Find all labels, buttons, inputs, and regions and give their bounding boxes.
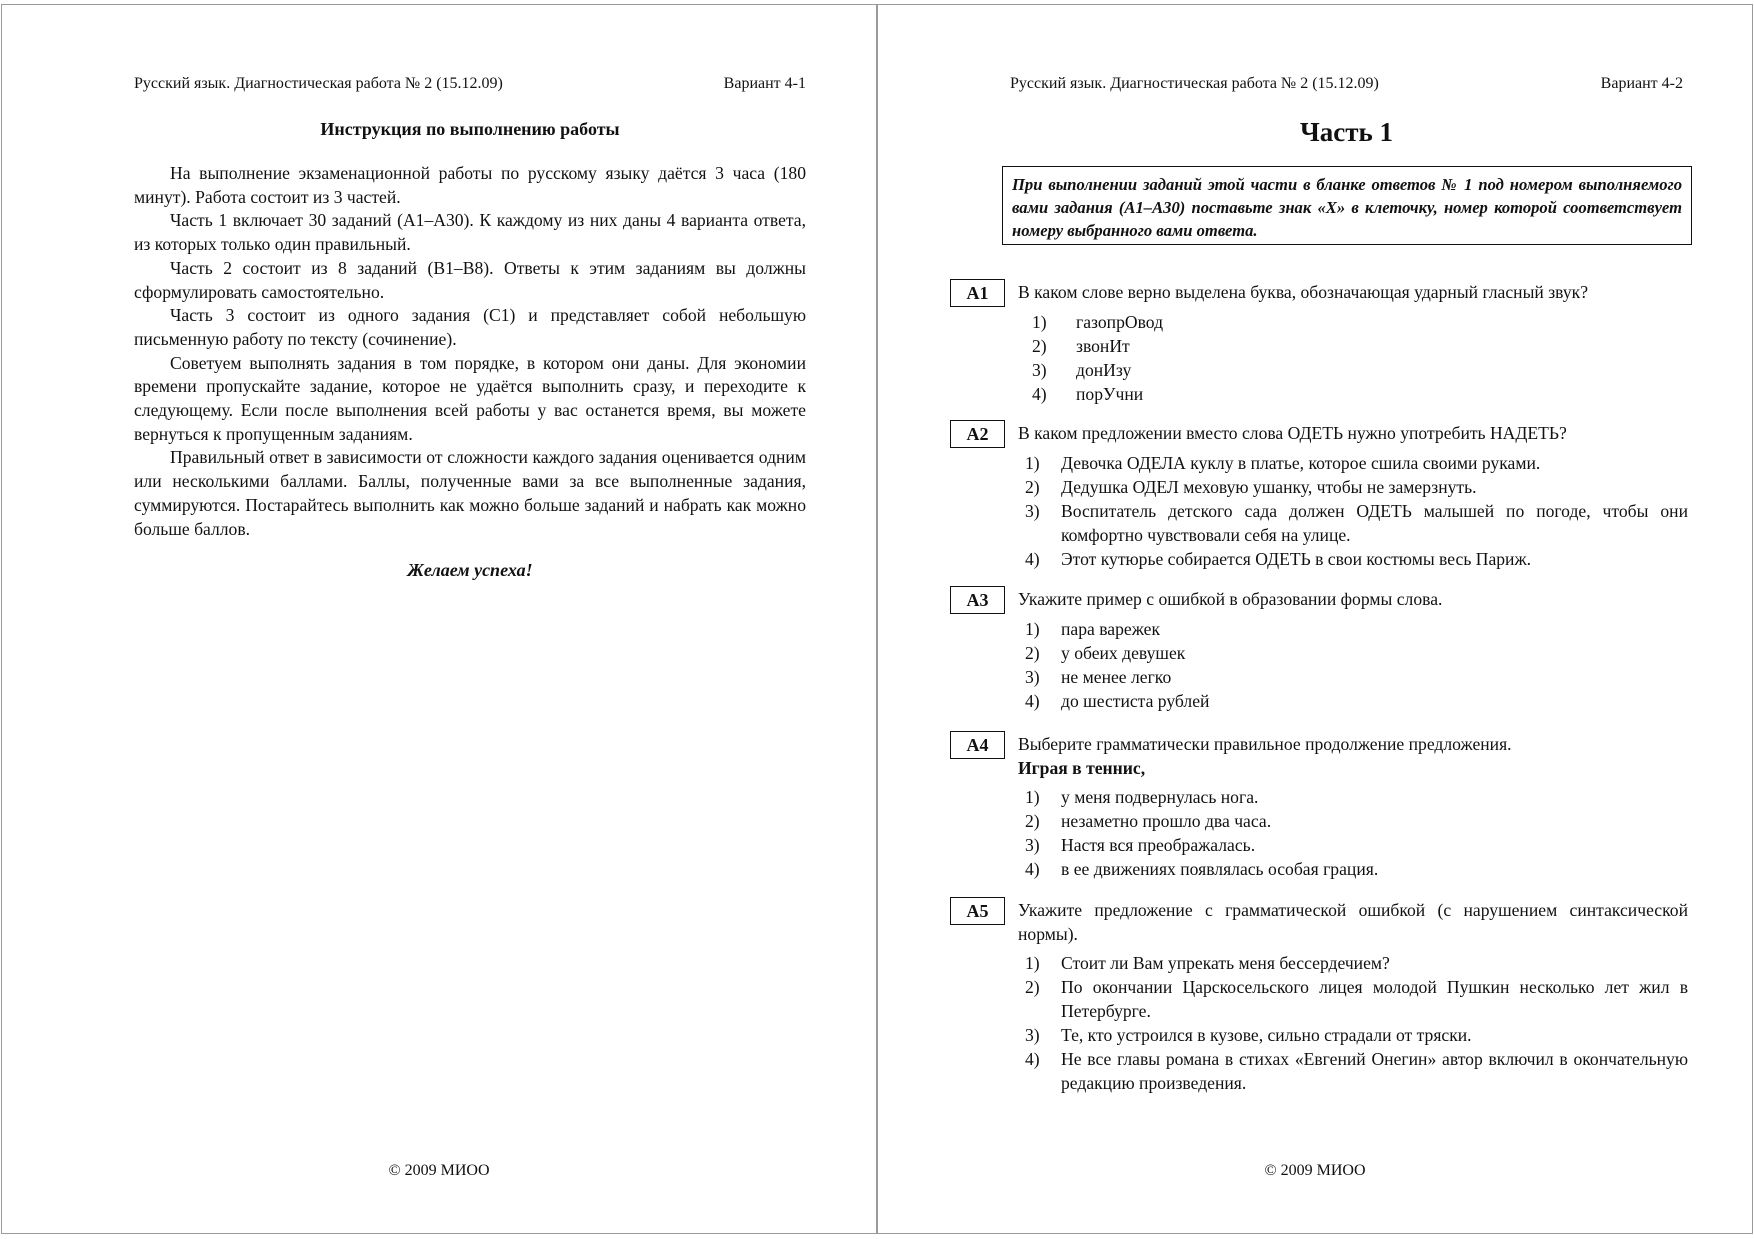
left-page xyxy=(1,4,877,1234)
answer-option xyxy=(1025,689,1688,713)
answer-option xyxy=(1025,641,1688,665)
task-question: В каком предложении вместо слова ОДЕТЬ нужно употребить НАДЕТЬ? xyxy=(1018,423,1567,443)
option-number: 2) xyxy=(1025,476,1040,497)
task-a1 xyxy=(950,279,1688,406)
option-number: 4) xyxy=(1025,859,1040,879)
option-number: 1) xyxy=(1032,311,1047,332)
answer-option xyxy=(1032,334,1688,358)
task-a4 xyxy=(950,731,1688,881)
task-a3 xyxy=(950,586,1688,713)
task-label: А4 xyxy=(950,731,1005,759)
option-text: Настя вся преображалась. xyxy=(1061,835,1256,855)
answer-option xyxy=(1025,857,1688,881)
answer-option xyxy=(1025,499,1688,547)
answer-option xyxy=(1025,547,1688,571)
answer-option xyxy=(1025,665,1688,689)
option-text: донИзу xyxy=(1076,359,1132,380)
option-text: Этот кутюрье собирается ОДЕТЬ в свои костюмы весь Париж. xyxy=(1061,548,1532,569)
task-label: А5 xyxy=(950,897,1005,925)
option-number: 4) xyxy=(1032,383,1047,404)
task-question: Укажите пример с ошибкой в образовании формы слова. xyxy=(1018,589,1443,609)
page-footer: © 2009 МИОО xyxy=(1264,1162,1366,1179)
option-text: порУчни xyxy=(1076,383,1144,404)
task-sentence-start: Играя в теннис, xyxy=(1018,757,1146,778)
option-text: звонИт xyxy=(1076,335,1130,356)
header-variant: Вариант 4-1 xyxy=(723,75,806,92)
instruction-paragraph: Правильный ответ в зависимости от сложности каждого задания оценивается одним или несколькими баллами. Баллы, полученные вами за все выполненные задания, суммируются. Постарайтесь выполнить как можно больше заданий и набрать как можно больше баллов. xyxy=(134,447,806,539)
right-page xyxy=(877,4,1753,1234)
instruction-paragraph: Часть 3 состоит из одного задания (С1) и представляет собой небольшую письменную работу по тексту (сочинение). xyxy=(134,305,806,349)
answer-option xyxy=(1032,382,1688,406)
wish-text: Желаем успеха! xyxy=(407,560,533,580)
answer-option xyxy=(1032,310,1688,334)
option-number: 4) xyxy=(1025,1049,1040,1069)
task-a2 xyxy=(950,420,1688,571)
task-question: В каком слове верно выделена буква, обозначающая ударный гласный звук? xyxy=(1018,282,1589,302)
header-title: Русский язык. Диагностическая работа № 2 (15.12.09) xyxy=(134,75,503,92)
option-text: не менее легко xyxy=(1061,666,1172,687)
page-header xyxy=(134,75,806,93)
option-number: 2) xyxy=(1032,335,1047,356)
option-text: незаметно прошло два часа. xyxy=(1061,811,1272,831)
task-label: А1 xyxy=(950,279,1005,307)
answer-option xyxy=(1025,833,1688,857)
option-text: до шестиста рублей xyxy=(1061,690,1210,711)
answer-option xyxy=(1025,475,1688,499)
option-number: 2) xyxy=(1025,977,1040,997)
answer-options xyxy=(1025,785,1688,881)
answer-option xyxy=(1025,617,1688,641)
instruction-paragraph: Часть 1 включает 30 заданий (А1–А30). К каждому из них даны 4 варианта ответа, из которых только один правильный. xyxy=(134,210,806,255)
option-text: Те, кто устроился в кузове, сильно страдали от тряски. xyxy=(1061,1025,1472,1045)
answer-options xyxy=(1032,310,1688,406)
instruction-paragraph: Часть 2 состоит из 8 заданий (В1–В8). Ответы к этим заданиям вы должны сформулировать самостоятельно. xyxy=(134,257,806,302)
task-question: Выберите грамматически правильное продолжение предложения. xyxy=(1018,734,1512,754)
answer-option xyxy=(1025,951,1688,975)
option-text: в ее движениях появлялась особая грация. xyxy=(1061,859,1379,879)
header-variant: Вариант 4-2 xyxy=(1600,75,1683,92)
option-text: Воспитатель детского сада должен ОДЕТЬ малышей по погоде, чтобы они комфортно чувствовали себя на улице. xyxy=(1061,500,1688,545)
task-a5 xyxy=(950,897,1688,1095)
option-text: Дедушка ОДЕЛ меховую ушанку, чтобы не замерзнуть. xyxy=(1061,476,1477,497)
option-number: 3) xyxy=(1025,666,1040,687)
instruction-paragraph: На выполнение экзаменационной работы по русскому языку даётся 3 часа (180 минут). Работа состоит из 3 частей. xyxy=(134,163,806,207)
header-title: Русский язык. Диагностическая работа № 2 (15.12.09) xyxy=(1010,75,1379,92)
page-footer: © 2009 МИОО xyxy=(388,1162,490,1179)
option-text: Девочка ОДЕЛА куклу в платье, которое сшила своими руками. xyxy=(1061,452,1541,473)
task-label: А3 xyxy=(950,586,1005,614)
answer-options xyxy=(1025,451,1688,571)
option-number: 3) xyxy=(1032,359,1047,380)
answer-option xyxy=(1025,1047,1688,1095)
instruction-body xyxy=(134,162,806,541)
answer-option xyxy=(1025,1023,1688,1047)
answer-option xyxy=(1032,358,1688,382)
option-text: у меня подвернулась нога. xyxy=(1061,787,1259,807)
answer-option xyxy=(1025,785,1688,809)
task-label: А2 xyxy=(950,420,1005,448)
instruction-title: Инструкция по выполнению работы xyxy=(320,119,620,139)
part-title: Часть 1 xyxy=(1299,117,1394,147)
option-number: 1) xyxy=(1025,618,1040,639)
option-number: 1) xyxy=(1025,787,1040,807)
answer-options xyxy=(1025,951,1688,1095)
option-text: газопрОвод xyxy=(1076,311,1164,332)
option-text: Не все главы романа в стихах «Евгений Онегин» автор включил в окончательную редакцию произведения. xyxy=(1061,1049,1688,1093)
option-number: 4) xyxy=(1025,690,1040,711)
answer-option xyxy=(1025,809,1688,833)
instruction-paragraph: Советуем выполнять задания в том порядке, в котором они даны. Для экономии времени пропускайте задание, которое не удаётся выполнить сразу, и переходите к следующему. Если после выполнения всей работы у вас останется время, вы можете вернуться к пропущенным заданиям. xyxy=(134,352,806,444)
option-number: 2) xyxy=(1025,642,1040,663)
option-number: 3) xyxy=(1025,500,1040,521)
option-text: пара варежек xyxy=(1061,618,1160,639)
part-instruction-box: При выполнении заданий этой части в бланке ответов № 1 под номером выполняемого вами задания (А1–А30) поставьте знак «X» в клеточку, номер которой соответствует номеру выбранного вами ответа. xyxy=(1002,166,1692,245)
page-header xyxy=(1010,75,1683,93)
task-question: Укажите предложение с грамматической ошибкой (с нарушением синтаксической нормы). xyxy=(1018,900,1688,944)
option-number: 1) xyxy=(1025,452,1040,473)
option-number: 4) xyxy=(1025,548,1040,569)
option-text: Стоит ли Вам упрекать меня бессердечием? xyxy=(1061,953,1390,973)
option-number: 2) xyxy=(1025,811,1040,831)
option-text: у обеих девушек xyxy=(1061,642,1186,663)
option-number: 3) xyxy=(1025,835,1040,855)
option-number: 3) xyxy=(1025,1025,1040,1045)
option-text: По окончании Царскосельского лицея молодой Пушкин несколько лет жил в Петербурге. xyxy=(1061,977,1688,1021)
answer-options xyxy=(1025,617,1688,713)
answer-option xyxy=(1025,975,1688,1023)
option-number: 1) xyxy=(1025,953,1040,973)
answer-option xyxy=(1025,451,1688,475)
